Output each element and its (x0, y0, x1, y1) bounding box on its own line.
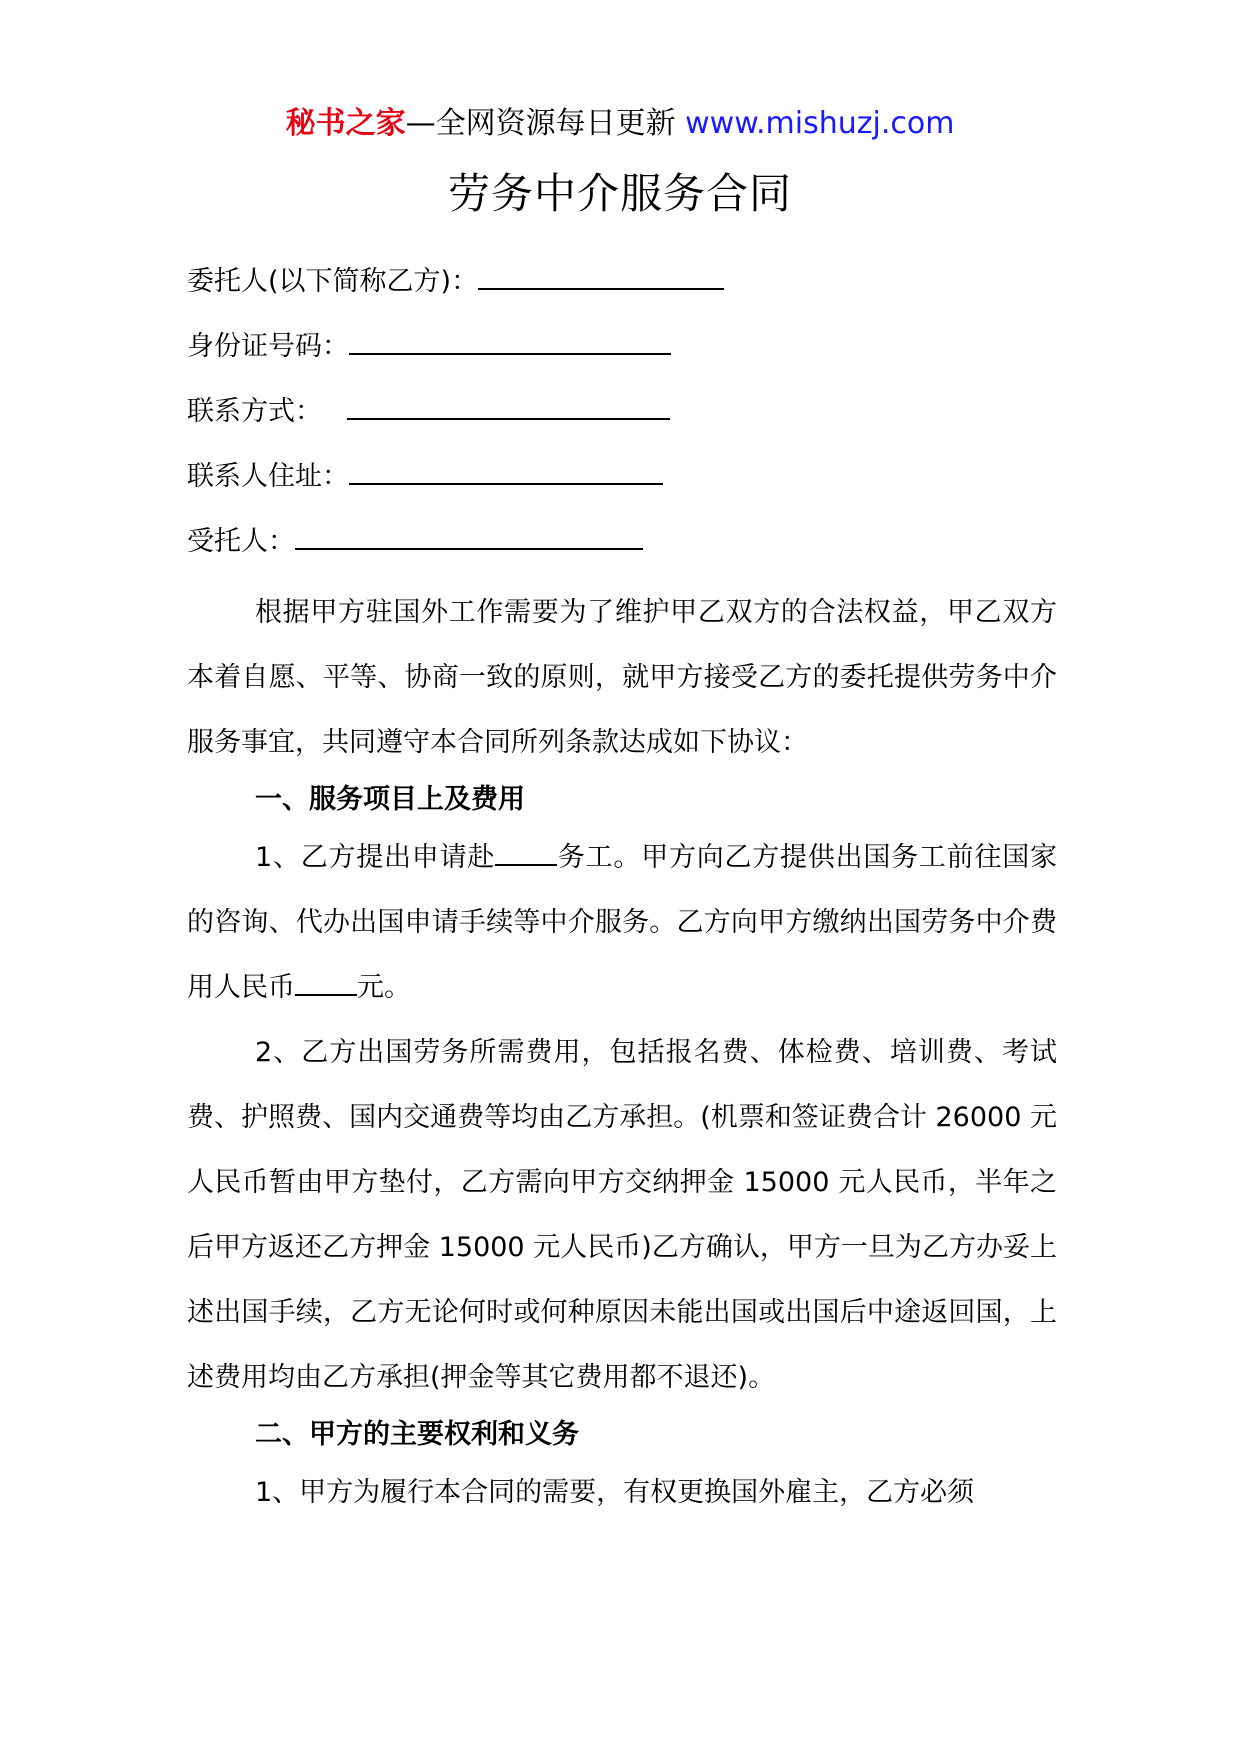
id-number-blank[interactable] (349, 327, 671, 355)
site-tagline: —全网资源每日更新 (405, 106, 676, 141)
section-1-heading: 一、服务项目上及费用 (255, 784, 525, 815)
client-field (187, 262, 1057, 327)
trustee-label: 受托人： (187, 526, 295, 557)
contact-blank[interactable] (347, 392, 670, 420)
address-label: 联系人住址： (187, 461, 349, 492)
trustee-blank[interactable] (295, 522, 643, 550)
destination-blank[interactable] (495, 838, 557, 866)
document-title: 劳务中介服务合同 (447, 169, 792, 218)
section-1-clause-1 (187, 825, 1057, 1020)
client-label: 委托人(以下简称乙方)： (187, 266, 479, 297)
address-field (187, 457, 1057, 522)
document-body (187, 262, 1057, 1525)
contact-field (187, 392, 1057, 457)
client-blank[interactable] (478, 262, 724, 290)
brand-name: 秘书之家 (285, 106, 406, 141)
section-1-clause-2: 2、乙方出国劳务所需费用，包括报名费、体检费、培训费、考试费、护照费、国内交通费等均由乙方承担。(机票和签证费合计 26000 元人民币暂由甲方垫付，乙方需向甲方交纳押金 15000 元人民币，半年之后甲方返还乙方押金 15000 元人民币)乙方确认，甲方一旦为乙方办妥上述出国手续，乙方无论何时或何种原因未能出国或出国后中途返回国，上述费用均由乙方承担(押金等其它费用都不退还)。 (187, 1037, 1057, 1393)
site-header (0, 104, 1240, 144)
clause-1-text-c: 元。 (357, 972, 411, 1003)
section-2-clause-1: 1、甲方为履行本合同的需要，有权更换国外雇主，乙方必须 (255, 1477, 975, 1508)
clause-1-text-a: 1、乙方提出申请赴 (255, 842, 496, 873)
id-number-field (187, 327, 1057, 392)
clause-1-text-b: 务工。甲方向乙方提供出国务工前往国家的咨询、代办出国申请手续等中介服务。乙方向甲方缴纳出国劳务中介费用人民币 (187, 842, 1057, 1003)
contact-label: 联系方式： (187, 396, 331, 427)
trustee-field (187, 522, 1057, 572)
id-number-label: 身份证号码： (187, 331, 349, 362)
intro-paragraph: 根据甲方驻国外工作需要为了维护甲乙双方的合法权益，甲乙双方本着自愿、平等、协商一致的原则，就甲方接受乙方的委托提供劳务中介服务事宜，共同遵守本合同所列条款达成如下协议： (187, 597, 1057, 758)
section-2-heading: 二、甲方的主要权利和义务 (255, 1419, 579, 1450)
fee-blank[interactable] (295, 968, 357, 996)
site-url[interactable]: www.mishuzj.com (685, 106, 955, 141)
address-blank[interactable] (349, 457, 663, 485)
